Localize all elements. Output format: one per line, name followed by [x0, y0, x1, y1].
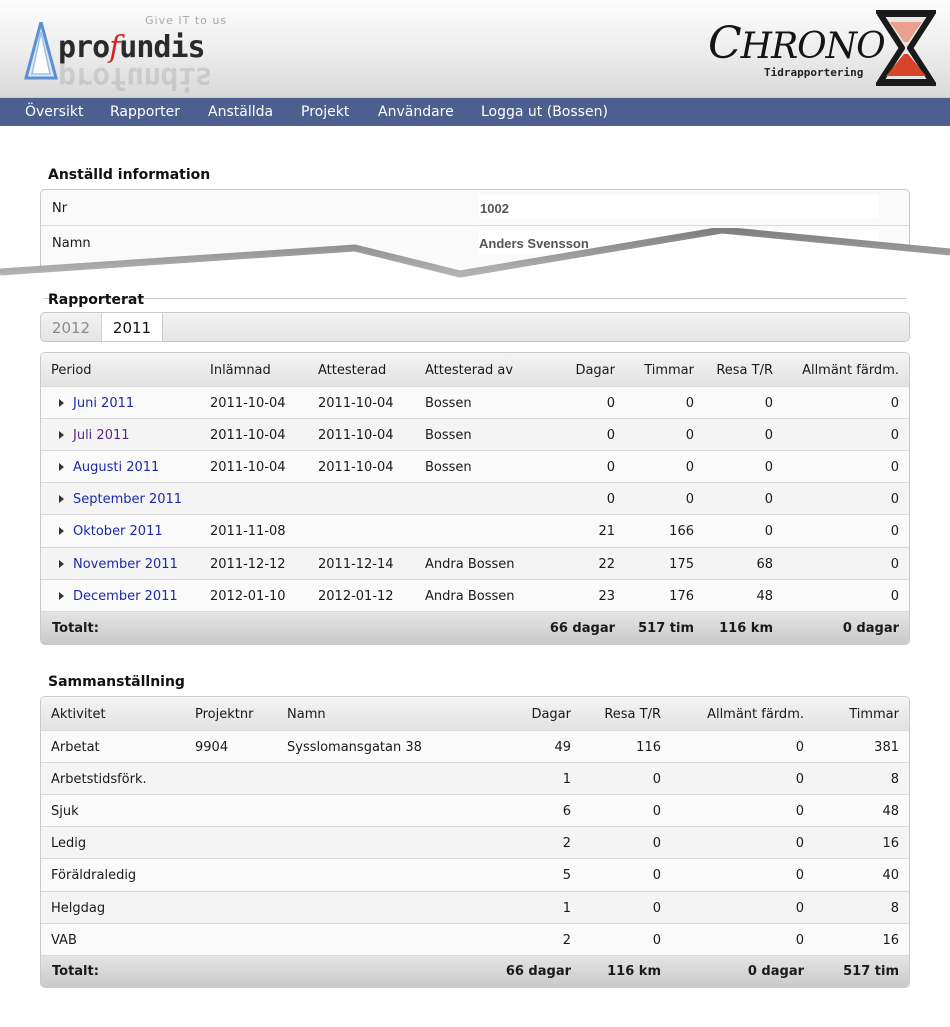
hours-value: 8	[890, 900, 899, 916]
hours-value: 0	[685, 396, 694, 411]
col-projektnr: Projektnr	[195, 707, 254, 722]
attested-by: Andra Bossen	[425, 588, 515, 604]
table-row	[41, 826, 909, 858]
col-inlamnad: Inlämnad	[210, 363, 271, 378]
hours-value: 16	[882, 932, 899, 948]
days-value: 0	[606, 460, 615, 476]
travel-value: 0	[652, 772, 661, 788]
expand-arrow-icon[interactable]	[59, 431, 64, 439]
general-value: 0	[795, 932, 804, 948]
travel-value: 0	[652, 868, 661, 884]
table-row[interactable]	[41, 547, 909, 579]
activity-value: VAB	[51, 932, 77, 948]
employee-value-nr: 1002	[479, 195, 879, 219]
table-row[interactable]	[41, 579, 909, 611]
reported-header-row	[41, 353, 909, 386]
tab-2011[interactable]: 2011	[102, 313, 163, 341]
profundis-logo[interactable]	[22, 12, 272, 95]
travel-value: 116	[636, 740, 661, 755]
submitted-date: 2011-10-04	[210, 428, 286, 444]
col-attesterad-av: Attesterad av	[425, 363, 514, 378]
project-name-value: Sysslomansgatan 38	[287, 740, 422, 755]
table-row	[41, 891, 909, 923]
main-nav	[0, 98, 950, 126]
nav-item-projekt[interactable]: Projekt	[301, 104, 350, 120]
col-aktivitet: Aktivitet	[51, 707, 106, 722]
days-value: 2	[562, 836, 571, 852]
general-value: 0	[890, 396, 899, 411]
table-row	[41, 923, 909, 955]
general-value: 0	[795, 900, 804, 916]
chronox-wordmark: CHRONO	[708, 18, 885, 69]
days-value: 1	[562, 900, 571, 916]
col-period: Period	[51, 363, 92, 378]
days-value: 22	[598, 556, 615, 572]
attested-by: Andra Bossen	[425, 556, 515, 572]
attested-date: 2011-10-04	[318, 396, 394, 411]
travel-value: 68	[756, 556, 773, 572]
hours-value: 48	[882, 804, 899, 820]
days-value: 6	[562, 804, 571, 820]
table-row	[41, 762, 909, 794]
travel-value: 0	[652, 932, 661, 948]
general-value: 0	[890, 428, 899, 444]
days-value: 0	[606, 492, 615, 508]
expand-arrow-icon[interactable]	[59, 463, 64, 471]
tab-2012[interactable]: 2012	[41, 313, 102, 341]
table-row[interactable]	[41, 418, 909, 450]
hours-value: 0	[685, 460, 694, 476]
activity-value: Föräldraledig	[51, 868, 137, 884]
col-allmant: Allmänt färdm.	[802, 363, 899, 378]
period-link[interactable]: September 2011	[73, 492, 183, 508]
summary-total-travel: 116 km	[607, 964, 661, 979]
travel-value: 0	[764, 428, 773, 444]
activity-value: Arbetstidsförk.	[51, 772, 147, 788]
col-namn: Namn	[287, 707, 326, 722]
days-value: 23	[598, 588, 615, 604]
hourglass-x-icon	[874, 10, 938, 86]
activity-value: Sjuk	[51, 804, 79, 820]
travel-value: 48	[756, 588, 773, 604]
col-sum-dagar: Dagar	[531, 707, 571, 722]
summary-total-row	[41, 955, 909, 988]
employee-row-nr	[41, 190, 909, 225]
col-resa: Resa T/R	[716, 363, 773, 378]
hours-value: 175	[669, 556, 694, 572]
general-value: 0	[795, 740, 804, 755]
summary-total-general: 0 dagar	[747, 964, 804, 979]
travel-value: 0	[764, 460, 773, 476]
table-row[interactable]	[41, 514, 909, 546]
activity-value: Helgdag	[51, 900, 106, 916]
hours-value: 0	[685, 492, 694, 508]
expand-arrow-icon[interactable]	[59, 592, 64, 600]
reported-total-travel: 116 km	[719, 621, 773, 636]
col-sum-timmar: Timmar	[849, 707, 899, 722]
attested-date: 2011-10-04	[318, 460, 394, 476]
submitted-date: 2012-01-10	[210, 588, 286, 604]
profundis-slogan: Give IT to us	[145, 14, 228, 27]
days-value: 21	[598, 524, 615, 540]
expand-arrow-icon[interactable]	[59, 527, 64, 535]
table-row[interactable]	[41, 386, 909, 418]
summary-title: Sammanställning	[48, 674, 185, 690]
reported-total-label: Totalt:	[52, 621, 99, 636]
days-value: 2	[562, 932, 571, 948]
nav-item-oversikt[interactable]: Översikt	[25, 104, 84, 120]
general-value: 0	[890, 588, 899, 604]
reported-total-days: 66 dagar	[549, 621, 615, 636]
period-link[interactable]: Augusti 2011	[73, 460, 160, 476]
hours-value: 166	[669, 524, 694, 540]
table-row[interactable]	[41, 450, 909, 482]
general-value: 0	[795, 836, 804, 852]
summary-total-hours: 517 tim	[843, 964, 899, 979]
submitted-date: 2011-11-08	[210, 524, 286, 540]
attested-date: 2011-10-04	[318, 428, 394, 444]
hours-value: 176	[669, 588, 694, 604]
activity-value: Arbetat	[51, 740, 100, 755]
profundis-reflection: profundis	[58, 60, 212, 95]
attested-date: 2012-01-12	[318, 588, 394, 604]
nav-item-logga-ut[interactable]: Logga ut (Bossen)	[481, 104, 608, 120]
chronox-subtitle: Tidrapportering	[764, 66, 864, 79]
submitted-date: 2011-10-04	[210, 396, 286, 411]
table-row	[41, 858, 909, 890]
summary-total-label: Totalt:	[52, 964, 99, 979]
hours-value: 381	[874, 740, 899, 755]
travel-value: 0	[764, 524, 773, 540]
activity-value: Ledig	[51, 836, 87, 852]
reported-total-hours: 517 tim	[638, 621, 694, 636]
expand-arrow-icon[interactable]	[59, 399, 64, 407]
hours-value: 16	[882, 836, 899, 852]
expand-arrow-icon[interactable]	[59, 560, 64, 568]
reported-total-general: 0 dagar	[842, 621, 899, 636]
days-value: 1	[562, 772, 571, 788]
days-value: 5	[562, 868, 571, 884]
table-row	[41, 730, 909, 762]
profundis-triangle-icon	[24, 22, 58, 82]
period-link[interactable]: Juni 2011	[73, 396, 135, 411]
table-row[interactable]	[41, 482, 909, 514]
summary-header-row	[41, 697, 909, 730]
hours-value: 0	[685, 428, 694, 444]
travel-value: 0	[764, 492, 773, 508]
general-value: 0	[890, 492, 899, 508]
employee-label-nr: Nr	[52, 201, 68, 216]
chronox-logo[interactable]	[706, 10, 941, 90]
travel-value: 0	[764, 396, 773, 411]
travel-value: 0	[652, 900, 661, 916]
year-tabs	[40, 312, 910, 342]
attested-by: Bossen	[425, 428, 472, 444]
nav-item-rapporter[interactable]: Rapporter	[110, 104, 180, 120]
general-value: 0	[795, 772, 804, 788]
summary-table	[40, 696, 910, 988]
page-header	[0, 0, 950, 98]
submitted-date: 2011-12-12	[210, 556, 286, 572]
general-value: 0	[795, 868, 804, 884]
period-link[interactable]: Juli 2011	[73, 428, 130, 444]
general-value: 0	[795, 804, 804, 820]
col-dagar: Dagar	[575, 363, 615, 378]
travel-value: 0	[652, 804, 661, 820]
nav-item-anstallda[interactable]: Anställda	[208, 104, 274, 120]
project-nr-value: 9904	[195, 740, 229, 755]
employee-label-namn: Namn	[52, 236, 91, 251]
submitted-date: 2011-10-04	[210, 460, 286, 476]
table-row	[41, 794, 909, 826]
days-value: 0	[606, 428, 615, 444]
attested-date: 2011-12-14	[318, 556, 394, 572]
employee-info-title: Anställd information	[48, 167, 211, 183]
summary-total-days: 66 dagar	[505, 964, 571, 979]
general-value: 0	[890, 556, 899, 572]
period-link[interactable]: Oktober 2011	[73, 524, 163, 540]
reported-title: Rapporterat	[48, 292, 145, 308]
reported-table	[40, 352, 910, 645]
general-value: 0	[890, 460, 899, 476]
period-link[interactable]: November 2011	[73, 556, 178, 572]
days-value: 49	[554, 740, 571, 755]
col-attesterad: Attesterad	[318, 363, 387, 378]
attested-by: Bossen	[425, 460, 472, 476]
reported-total-row	[41, 611, 909, 645]
travel-value: 0	[652, 836, 661, 852]
employee-value-namn: Anders Svensson	[479, 230, 879, 254]
expand-arrow-icon[interactable]	[59, 495, 64, 503]
profundis-wordmark: profundis	[58, 30, 205, 65]
col-sum-allmant: Allmänt färdm.	[707, 707, 804, 722]
hours-value: 8	[890, 772, 899, 788]
period-link[interactable]: December 2011	[73, 588, 178, 604]
hours-value: 40	[882, 868, 899, 884]
attested-by: Bossen	[425, 396, 472, 411]
col-sum-resa: Resa T/R	[604, 707, 661, 722]
general-value: 0	[890, 524, 899, 540]
torn-page-divider	[0, 228, 950, 298]
col-timmar: Timmar	[644, 363, 694, 378]
days-value: 0	[606, 396, 615, 411]
nav-item-anvandare[interactable]: Användare	[378, 104, 454, 120]
